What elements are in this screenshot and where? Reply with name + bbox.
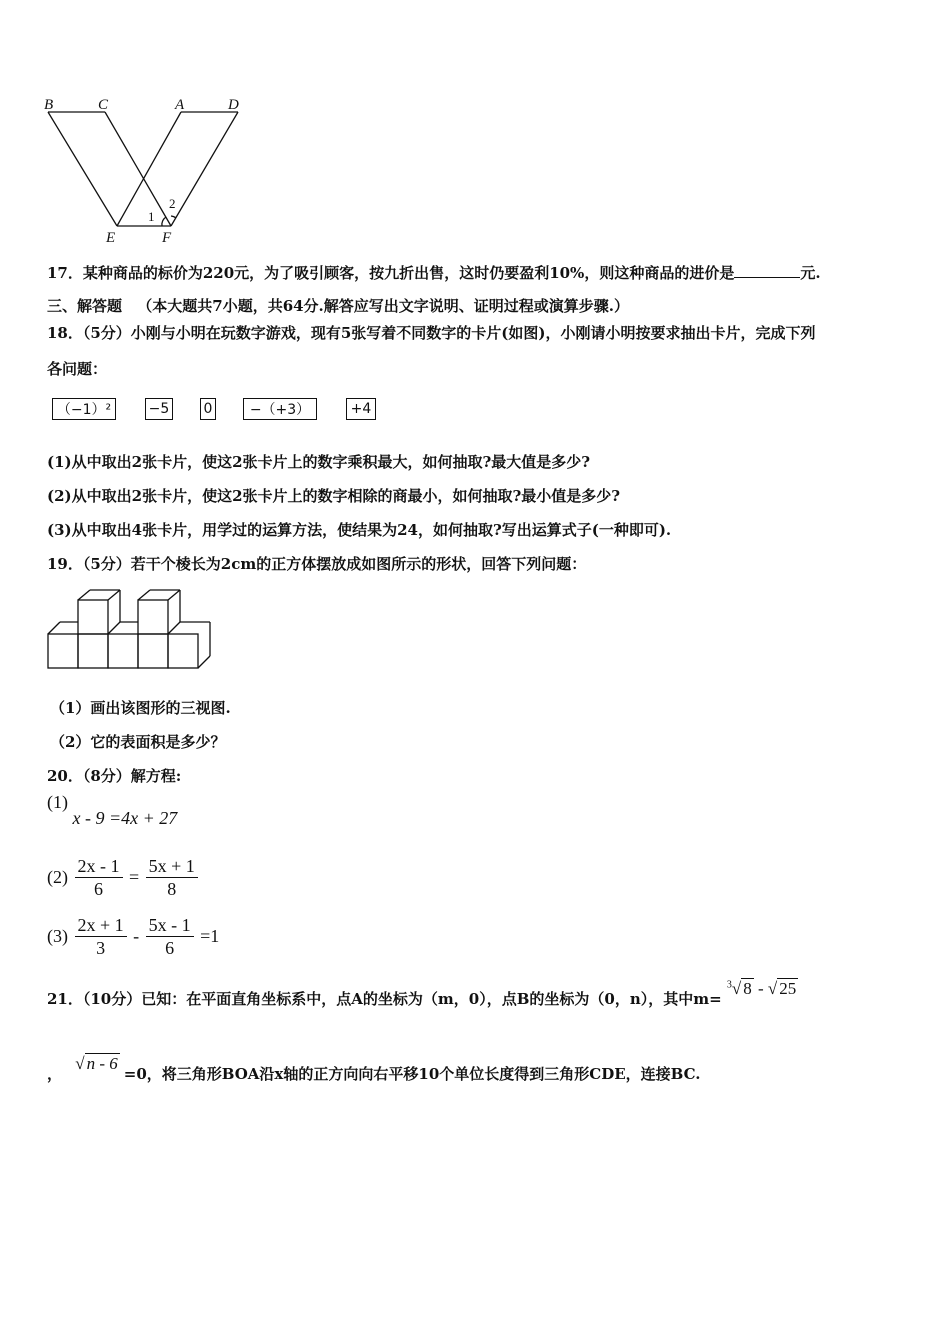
m-expression xyxy=(727,979,798,998)
equation-3-rhs: =1 xyxy=(200,926,220,946)
cbrt: √ 8 xyxy=(731,979,752,998)
sqrt: √ 25 xyxy=(767,979,797,998)
equation-2-den2: 8 xyxy=(167,879,177,899)
question-21-line2-text: =0，将三角形BOA沿x轴的正方向向右平移10个单位长度得到三角形CDE，连接BC. xyxy=(123,1065,701,1083)
label-a: A xyxy=(175,97,185,113)
question-21-text: 21．（10分）已知：在平面直角坐标系中，点A的坐标为（m，0），点B的坐标为（0，n），其中m= xyxy=(47,990,722,1008)
card-1: （−1）² xyxy=(52,398,116,420)
equation-2-num2: 5x + 1 xyxy=(146,855,198,878)
section-heading xyxy=(47,295,629,316)
section-title: 三、解答题 xyxy=(47,297,123,315)
parallelogram-figure xyxy=(38,94,248,246)
equation-3-den1: 3 xyxy=(96,938,106,958)
card-5: +4 xyxy=(346,398,376,420)
question-21 xyxy=(47,979,798,1009)
label-c: C xyxy=(98,97,109,113)
question-17-unit: 元. xyxy=(800,264,821,282)
section-note: （本大题共7小题，共64分.解答应写出文字说明、证明过程或演算步骤.） xyxy=(137,297,630,315)
label-f: F xyxy=(162,230,172,246)
line2-prefix: ， xyxy=(47,1065,63,1083)
equation-3-op: - xyxy=(133,926,140,946)
angle-2-label: 2 xyxy=(169,196,176,211)
question-17 xyxy=(47,262,821,283)
question-19-part-1: （1）画出该图形的三视图. xyxy=(50,699,231,717)
card-4: −（+3） xyxy=(243,398,317,420)
question-20: 20．（8分）解方程: xyxy=(47,767,182,785)
equation-2-fraction-right xyxy=(146,855,198,900)
equation-3-label: (3) xyxy=(47,926,68,946)
sqrt-arg: 25 xyxy=(779,979,797,998)
equation-2-fraction-left xyxy=(75,855,123,900)
equation-1 xyxy=(47,792,178,828)
equation-2-op: = xyxy=(129,867,140,887)
equation-2-num1: 2x - 1 xyxy=(75,855,123,878)
equation-3 xyxy=(47,914,219,959)
equation-2 xyxy=(47,855,200,900)
cbrt-arg: 8 xyxy=(743,979,752,998)
equation-3-num1: 2x + 1 xyxy=(75,914,127,937)
question-19: 19．（5分）若干个棱长为2cm的正方体摆放成如图所示的形状，回答下列问题： xyxy=(47,555,587,573)
equation-2-label: (2) xyxy=(47,867,68,887)
label-b: B xyxy=(44,97,54,113)
label-d: D xyxy=(228,97,239,113)
question-18-line2: 各问题： xyxy=(47,360,108,378)
equation-1-label: (1) xyxy=(47,792,68,812)
equation-1-expr: x - 9 =4x + 27 xyxy=(72,808,178,828)
angle-1-label: 1 xyxy=(148,209,155,224)
sqrt-n-minus-6: √ n - 6 xyxy=(75,1054,118,1073)
equation-3-fraction-right xyxy=(146,914,194,959)
question-19-part-2: （2）它的表面积是多少？ xyxy=(50,733,226,751)
cube-stack-figure xyxy=(46,588,218,670)
equation-3-num2: 5x - 1 xyxy=(146,914,194,937)
card-3: 0 xyxy=(200,398,216,420)
minus-sign: - xyxy=(758,979,764,998)
question-18-line1: 18．（5分）小刚与小明在玩数字游戏，现有5张写着不同数字的卡片(如图)，小刚请小明按要求抽出卡片，完成下列 xyxy=(47,324,816,342)
equation-3-den2: 6 xyxy=(165,938,175,958)
cbrt-index: 3 xyxy=(726,979,732,991)
question-18-part-3: (3)从中取出4张卡片，用学过的运算方法，使结果为24，如何抽取?写出运算式子(一种即可). xyxy=(47,521,672,539)
label-e: E xyxy=(106,230,116,246)
equation-3-fraction-left xyxy=(75,914,127,959)
card-2: −5 xyxy=(145,398,173,420)
sqrt-n-arg: n - 6 xyxy=(86,1054,118,1073)
equation-2-den1: 6 xyxy=(94,879,103,899)
question-18-part-1: (1)从中取出2张卡片，使这2张卡片上的数字乘积最大，如何抽取?最大值是多少? xyxy=(47,453,591,471)
answer-blank[interactable] xyxy=(734,263,800,278)
question-17-text: 17．某种商品的标价为220元，为了吸引顾客，按九折出售，这时仍要盈利10%，则这种商品的进价是 xyxy=(47,264,735,282)
question-21-line2 xyxy=(47,1054,701,1084)
question-18-part-2: (2)从中取出2张卡片，使这2张卡片上的数字相除的商最小，如何抽取?最小值是多少? xyxy=(47,487,621,505)
